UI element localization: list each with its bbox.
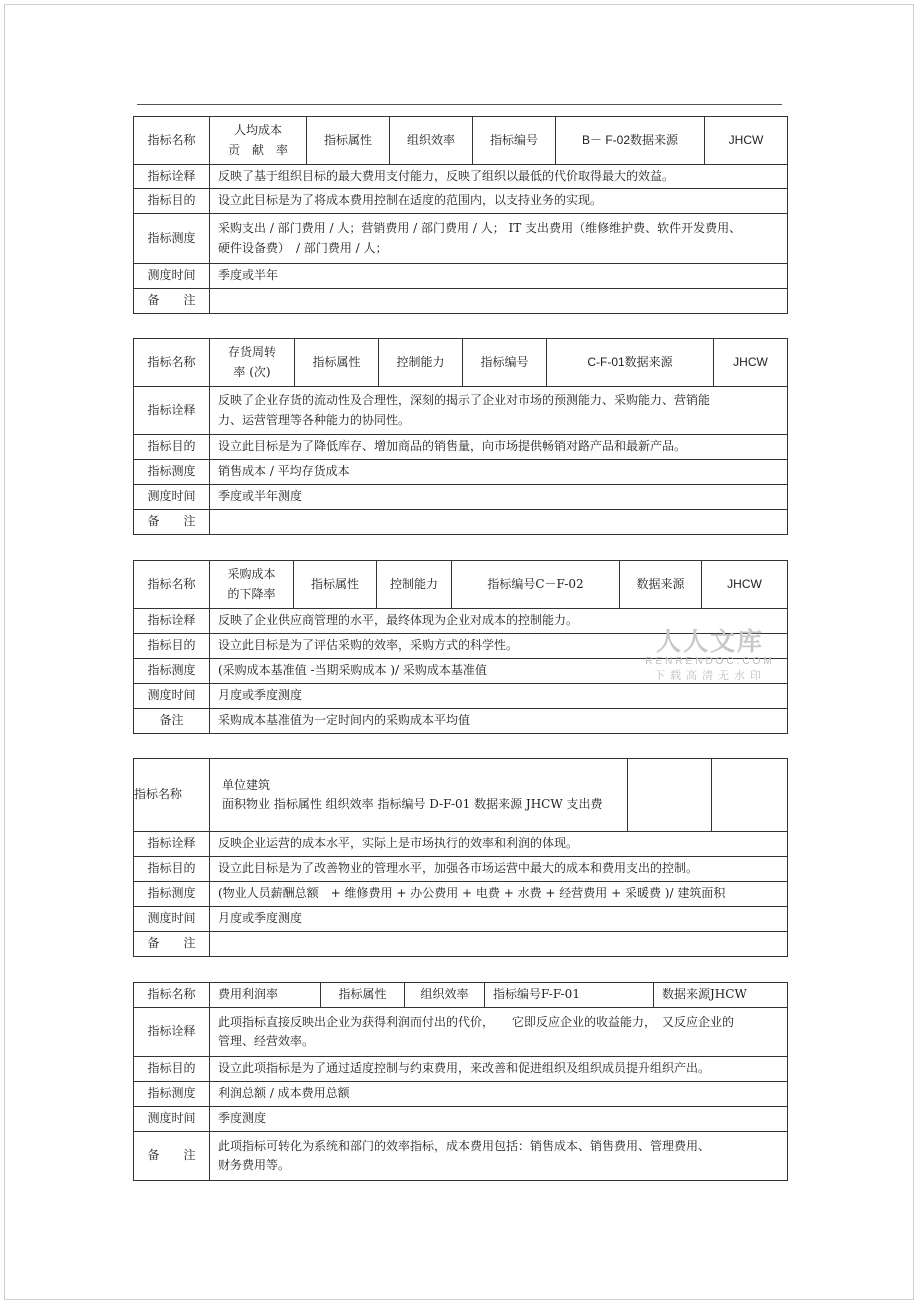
table-header-row	[133, 560, 788, 609]
code-field: 指标编号C－F-02	[452, 561, 620, 608]
row-value	[210, 510, 787, 534]
row-value: 销售成本 / 平均存货成本	[218, 464, 350, 479]
row-value	[210, 289, 787, 313]
row-value: 反映了企业供应商管理的水平，最终体现为企业对成本的控制能力。	[218, 613, 579, 628]
row-label: 指标测度	[134, 214, 210, 263]
name-label: 指标名称	[134, 339, 210, 386]
attribute-label: 指标属性	[321, 983, 405, 1007]
row-value: (采购成本基准值 -当期采购成本 )/ 采购成本基准值	[218, 663, 487, 678]
row-label: 测度时间	[134, 684, 210, 708]
data-source-label: 数据来源	[620, 561, 702, 608]
data-source-value: JHCW	[727, 576, 762, 591]
row-label: 测度时间	[134, 264, 210, 288]
row-value	[210, 932, 787, 956]
indicator-table-1	[133, 116, 788, 314]
row-value: 季度测度	[218, 1111, 267, 1126]
row-label: 指标测度	[134, 882, 210, 906]
watermark-title: 人人文库	[655, 627, 764, 656]
row-label: 测度时间	[134, 907, 210, 931]
table-row	[133, 1082, 788, 1107]
row-label: 指标目的	[134, 435, 210, 459]
row-value: 设立此目标是为了改善物业的管理水平，加强各市场运营中最大的成本和费用支出的控制。	[218, 861, 699, 876]
attribute-value: 控制能力	[377, 561, 452, 608]
row-label: 备 注	[134, 1132, 210, 1180]
data-source-field: 数据来源JHCW	[662, 987, 747, 1002]
attribute-value: 组织效率	[390, 117, 473, 164]
row-label: 备 注	[134, 932, 210, 956]
table-row	[133, 709, 788, 734]
name-label: 指标名称	[134, 759, 210, 831]
row-value: 利润总额 / 成本费用总额	[218, 1086, 350, 1101]
table-row	[133, 1107, 788, 1132]
watermark-domain: RENRENDOC.COM	[645, 656, 775, 667]
code-value: B－ F-02数据来源	[556, 117, 705, 164]
table-row	[133, 510, 788, 535]
row-value: 反映了基于组织目标的最大费用支付能力，反映了组织以最低的代价取得最大的效益。	[218, 168, 675, 183]
row-label: 指标诠释	[134, 1008, 210, 1056]
attribute-value: 组织效率	[405, 983, 485, 1007]
row-value: 反映企业运营的成本水平，实际上是市场执行的效率和利润的体现。	[218, 836, 579, 851]
table-row	[133, 387, 788, 435]
table-row	[133, 485, 788, 510]
row-label: 指标目的	[134, 1057, 210, 1081]
row-value: 季度或半年	[218, 268, 279, 283]
row-label: 备 注	[134, 510, 210, 534]
attribute-label: 指标属性	[295, 339, 379, 386]
table-header-row	[133, 758, 788, 832]
row-label: 指标诠释	[134, 609, 210, 633]
table-row	[133, 214, 788, 264]
table-header-row	[133, 982, 788, 1008]
attribute-value: 控制能力	[379, 339, 463, 386]
header-rule	[137, 104, 782, 105]
table-row	[133, 165, 788, 189]
table-row	[133, 189, 788, 214]
code-value: C-F-01数据来源	[547, 339, 714, 386]
table-row	[133, 1132, 788, 1181]
table-header-row	[133, 338, 788, 387]
watermark-slogan: 下载高清无水印	[654, 669, 766, 682]
indicator-name: 人均成本 贡 献 率	[210, 117, 307, 164]
row-value: 设立此目标是为了评估采购的效率，采购方式的科学性。	[218, 638, 519, 653]
empty-header-cell	[712, 759, 787, 831]
row-label: 指标诠释	[134, 165, 210, 188]
row-value: 反映了企业存货的流动性及合理性，深刻的揭示了企业对市场的预测能力、采购能力、营销能 力、运营管理等各种能力的协同性。	[218, 393, 711, 427]
table-row	[133, 882, 788, 907]
row-label: 测度时间	[134, 1107, 210, 1131]
indicator-table-5	[133, 982, 788, 1181]
row-label: 指标诠释	[134, 387, 210, 434]
name-label: 指标名称	[134, 117, 210, 164]
table-row	[133, 907, 788, 932]
row-label: 备注	[134, 709, 210, 733]
table-row	[133, 1057, 788, 1082]
table-header-row	[133, 116, 788, 165]
table-row	[133, 264, 788, 289]
table-row	[133, 460, 788, 485]
row-value: 设立此项指标是为了通过适度控制与约束费用，来改善和促进组织及组织成员提升组织产出。	[218, 1061, 711, 1076]
indicator-name: 存货周转 率 (次)	[210, 339, 295, 386]
table-row	[133, 684, 788, 709]
code-field: 指标编号F-F-01	[485, 983, 654, 1007]
watermark	[640, 622, 780, 683]
table-row	[133, 435, 788, 460]
row-value: 设立此目标是为了将成本费用控制在适度的范围内，以支持业务的实现。	[218, 193, 603, 208]
name-label: 指标名称	[134, 983, 210, 1007]
data-source-value: JHCW	[733, 354, 768, 369]
row-value: 采购支出 / 部门费用 / 人；营销费用 / 部门费用 / 人； IT 支出费用（维修维护费、软件开发费用、 硬件设备费） / 部门费用 / 人；	[218, 221, 742, 255]
name-label: 指标名称	[134, 561, 210, 608]
attribute-label: 指标属性	[294, 561, 377, 608]
data-source-value: JHCW	[728, 132, 764, 147]
table-row	[133, 932, 788, 957]
indicator-table-2	[133, 338, 788, 535]
row-value: 月度或季度测度	[218, 911, 303, 926]
table-row	[133, 289, 788, 314]
table-row	[133, 1008, 788, 1057]
row-label: 指标测度	[134, 460, 210, 484]
row-label: 指标目的	[134, 189, 210, 213]
row-value: 设立此目标是为了降低库存、增加商品的销售量，向市场提供畅销对路产品和最新产品。	[218, 439, 687, 454]
row-value: (物业人员薪酬总额 + 维修费用 + 办公费用 + 电费 + 水费 + 经营费用 + 采暖费 )/ 建筑面积	[218, 886, 726, 901]
indicator-name: 采购成本 的下降率	[210, 561, 294, 608]
row-value: 采购成本基准值为一定时间内的采购成本平均值	[218, 713, 471, 728]
code-label: 指标编号	[473, 117, 556, 164]
code-label: 指标编号	[463, 339, 547, 386]
row-label: 指标测度	[134, 659, 210, 683]
row-label: 指标目的	[134, 634, 210, 658]
row-value: 月度或季度测度	[218, 688, 303, 703]
indicator-table-4	[133, 758, 788, 957]
row-value: 此项指标可转化为系统和部门的效率指标，成本费用包括：销售成本、销售费用、管理费用、 财务费用等。	[218, 1138, 711, 1172]
row-label: 测度时间	[134, 485, 210, 509]
row-label: 备 注	[134, 289, 210, 313]
indicator-header-text: 单位建筑 面积物业 指标属性 组织效率 指标编号 D-F-01 数据来源 JHCW 支出费	[210, 759, 628, 831]
row-value: 季度或半年测度	[218, 489, 303, 504]
table-row	[133, 857, 788, 882]
empty-header-cell	[628, 759, 712, 831]
row-value: 此项指标直接反映出企业为获得利润而付出的代价， 它即反应企业的收益能力， 又反应企业的 管理、经营效率。	[218, 1014, 735, 1048]
attribute-label: 指标属性	[307, 117, 390, 164]
indicator-name: 费用利润率	[210, 983, 321, 1007]
row-label: 指标测度	[134, 1082, 210, 1106]
table-row	[133, 832, 788, 857]
row-label: 指标目的	[134, 857, 210, 881]
row-label: 指标诠释	[134, 832, 210, 856]
